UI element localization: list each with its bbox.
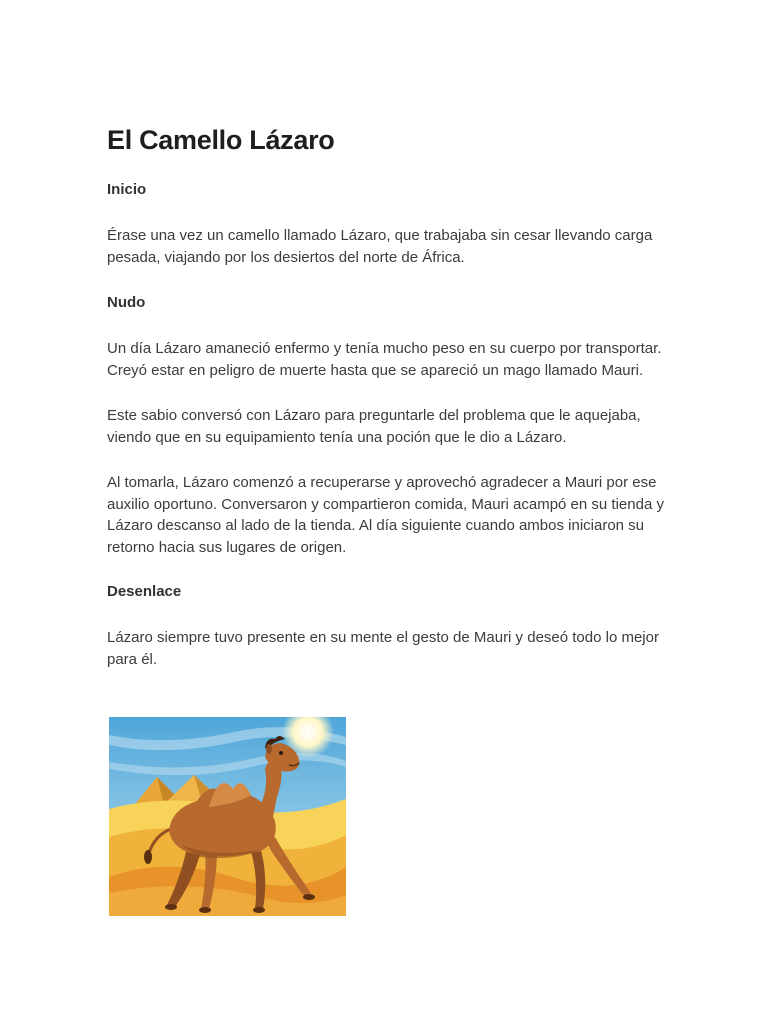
- paragraph-nudo-3: Al tomarla, Lázaro comenzó a recuperarse y aprovechó agradecer a Mauri por ese auxilio oportuno. Conversaron y compartieron comida, Mauri acampó en su tienda y Lázaro descanso al lado de la tienda. Al día siguiente cuando ambos iniciaron su retorno hacia sus lugares de origen.: [107, 474, 664, 556]
- camel-tail-tuft: [144, 850, 152, 864]
- camel-illustration-svg: [109, 717, 346, 916]
- paragraph-inicio: Érase una vez un camello llamado Lázaro, que trabajaba sin cesar llevando carga pesada, viajando por los desiertos del norte de África.: [107, 227, 653, 266]
- section-heading-inicio: Inicio: [107, 181, 147, 198]
- camel-hoof: [303, 894, 315, 900]
- camel-ear: [266, 744, 272, 754]
- paragraph-desenlace: Lázaro siempre tuvo presente en su mente el gesto de Mauri y deseó todo lo mejor para él.: [107, 629, 659, 668]
- camel-hoof: [165, 904, 177, 910]
- section-heading-nudo: Nudo: [107, 294, 146, 311]
- paragraph-nudo-2: Este sabio conversó con Lázaro para preguntarle del problema que le aquejaba, viendo que en su equipamiento tenía una poción que le dio a Lázaro.: [107, 407, 641, 446]
- camel-eye: [279, 751, 283, 755]
- camel-hoof: [253, 907, 265, 913]
- camel-hoof: [199, 907, 211, 913]
- story-content: [107, 122, 667, 670]
- camel-desert-illustration: [109, 717, 346, 916]
- story-title: El Camello Lázaro: [107, 125, 335, 155]
- paragraph-nudo-1: Un día Lázaro amaneció enfermo y tenía mucho peso en su cuerpo por transportar. Creyó estar en peligro de muerte hasta que se apareció un mago llamado Mauri.: [107, 340, 662, 379]
- section-heading-desenlace: Desenlace: [107, 583, 182, 600]
